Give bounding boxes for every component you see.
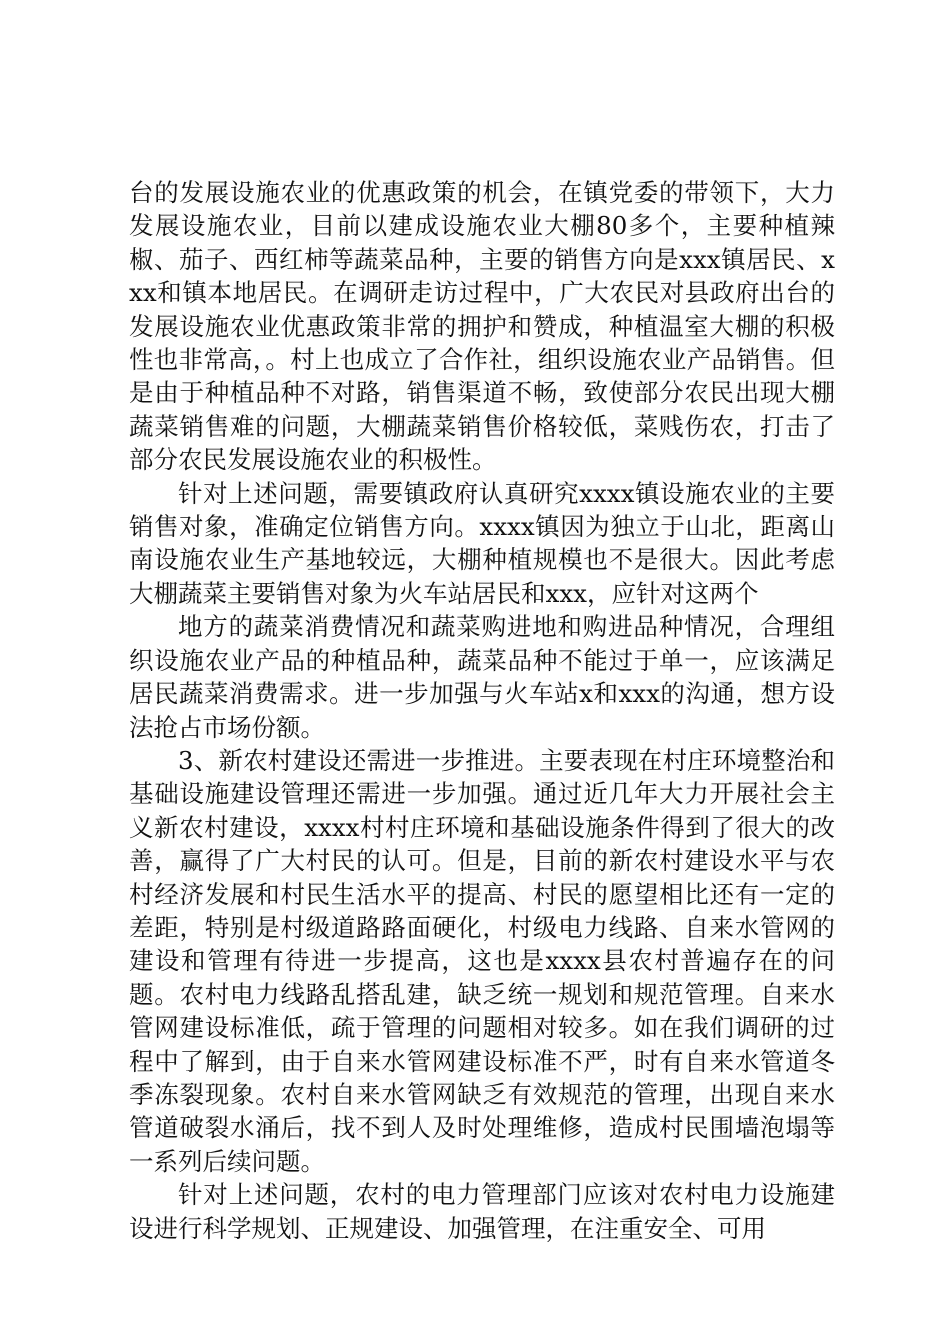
paragraph-2: 针对上述问题，需要镇政府认真研究xxxx镇设施农业的主要销售对象，准确定位销售方向。xxxx镇因为独立于山北，距离山南设施农业生产基地较远，大棚种植规模也不是很大。因此考虑大棚蔬菜主要销售对象为火车站居民和xxx，应针对这两个 bbox=[129, 478, 835, 608]
paragraph-3: 地方的蔬菜消费情况和蔬菜购进地和购进品种情况，合理组织设施农业产品的种植品种，蔬菜品种不能过于单一，应该满足居民蔬菜消费需求。进一步加强与火车站x和xxx的沟通，想方设法抢占市场份额。 bbox=[129, 612, 835, 742]
paragraph-1: 台的发展设施农业的优惠政策的机会，在镇党委的带领下，大力发展设施农业，目前以建成设施农业大棚80多个，主要种植辣椒、茄子、西红柿等蔬菜品种，主要的销售方向是xxx镇居民、xxx和镇本地居民。在调研走访过程中，广大农民对县政府出台的发展设施农业优惠政策非常的拥护和赞成，种植温室大棚的积极性也非常高，。村上也成立了合作社，组织设施农业产品销售。但是由于种植品种不对路，销售渠道不畅，致使部分农民出现大棚蔬菜销售难的问题，大棚蔬菜销售价格较低，菜贱伤农，打击了部分农民发展设施农业的积极性。 bbox=[129, 178, 835, 475]
paragraph-4: 3、新农村建设还需进一步推进。主要表现在村庄环境整治和基础设施建设管理还需进一步加强。通过近几年大力开展社会主义新农村建设，xxxx村村庄环境和基础设施条件得到了很大的改善，赢得了广大村民的认可。但是，目前的新农村建设水平与农村经济发展和村民生活水平的提高、村民的愿望相比还有一定的差距，特别是村级道路路面硬化，村级电力线路、自来水管网的建设和管理有待进一步提高，这也是xxxx县农村普遍存在的问题。农村电力线路乱搭乱建，缺乏统一规划和规范管理。自来水管网建设标准低，疏于管理的问题相对较多。如在我们调研的过程中了解到，由于自来水管网建设标准不严，时有自来水管道冬季冻裂现象。农村自来水管网缺乏有效规范的管理，出现自来水管道破裂水涌后，找不到人及时处理维修，造成村民围墙泡塌等一系列后续问题。 bbox=[129, 745, 835, 1176]
paragraph-5: 针对上述问题，农村的电力管理部门应该对农村电力设施建设进行科学规划、正规建设、加强管理，在注重安全、可用 bbox=[129, 1180, 835, 1243]
document-body bbox=[129, 176, 835, 1245]
